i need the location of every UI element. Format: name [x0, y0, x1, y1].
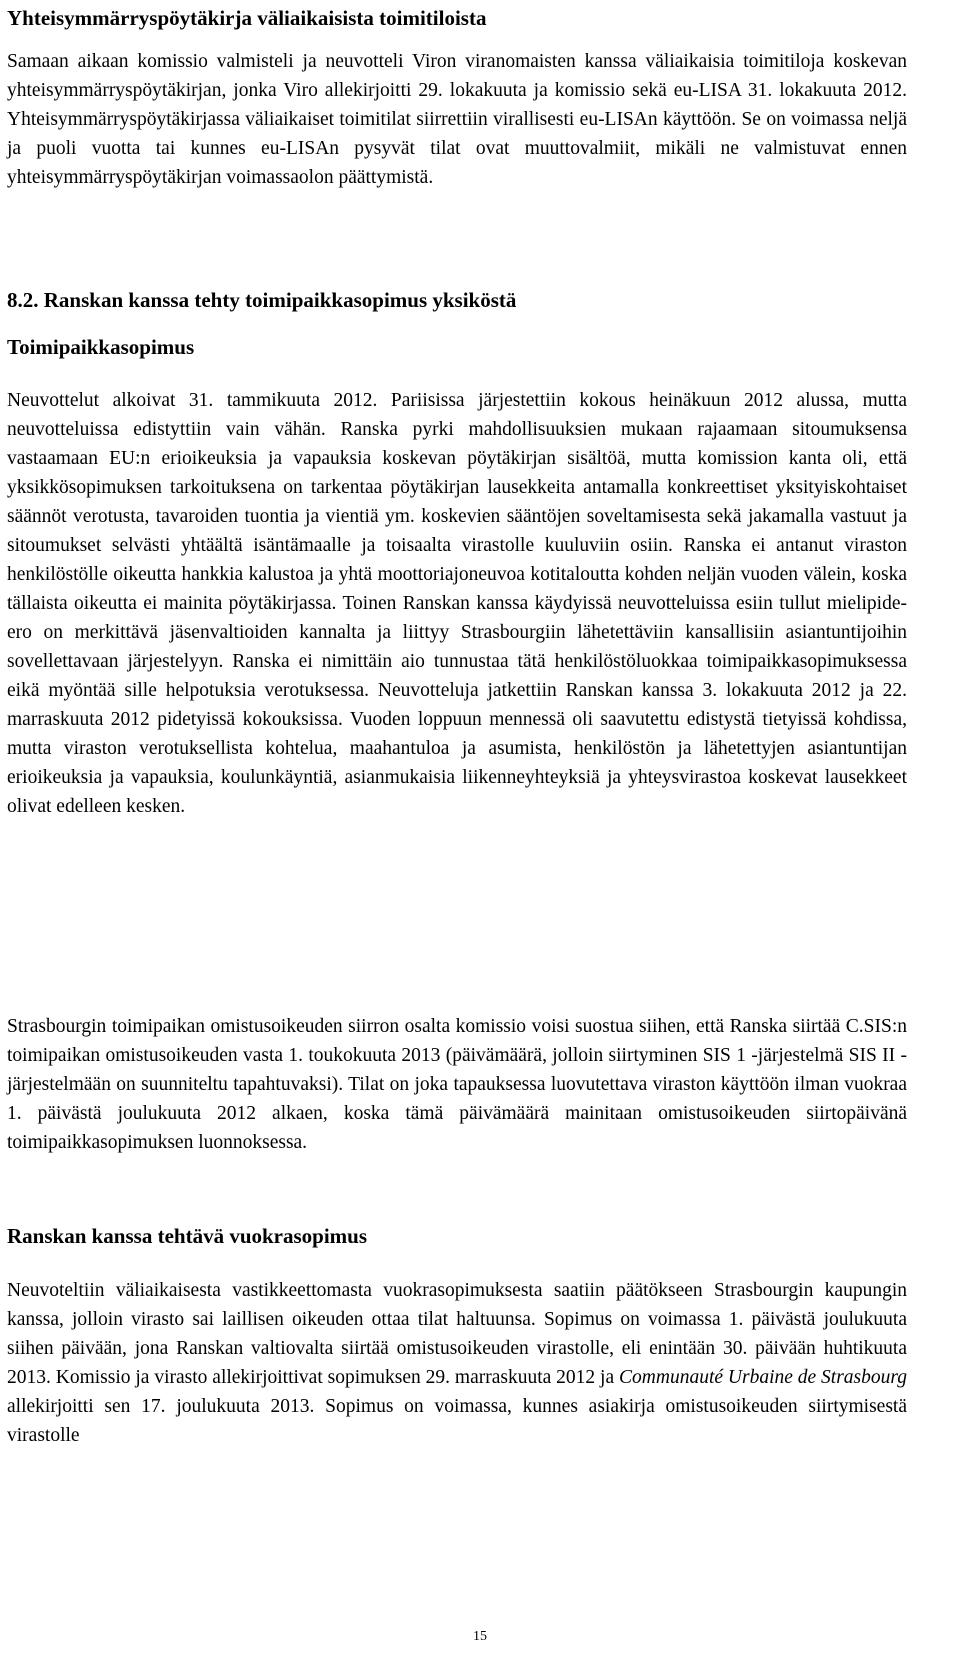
- lease-text-italic: Communauté Urbaine de Strasbourg: [619, 1367, 908, 1388]
- section-heading: 8.2. Ranskan kanssa tehty toimipaikkasopimus yksiköstä: [7, 288, 517, 312]
- lease-text-after: allekirjoitti sen 17. joulukuuta 2013. Sopimus on voimassa, kunnes asiakirja omistusoikeuden siirtymisestä virastolle: [7, 1396, 907, 1446]
- section-heading-block: [7, 286, 907, 314]
- memo-paragraph-block: [7, 47, 907, 192]
- lease-text-before: Neuvoteltiin väliaikaisesta vastikkeettomasta vuokrasopimuksesta saatiin päätökseen Strasbourgin kaupungin kanssa, jolloin virasto sai laillisen oikeuden ottaa tilat haltuunsa. Sopimus on voimassa 1. päivästä joulukuuta siihen päivään, jona Ranskan valtiovalta siirtää omistusoikeuden virastolle, eli enintään 30. päivään huhtikuuta 2013. Komissio ja virasto allekirjoittivat sopimuksen 29. marraskuuta 2012 ja: [7, 1280, 907, 1388]
- lease-paragraph: [7, 1276, 907, 1450]
- seat-agreement-paragraph: Neuvottelut alkoivat 31. tammikuuta 2012. Pariisissa järjestettiin kokous heinäkuun 2012 alussa, mutta neuvotteluissa edistyttiin vain vähän. Ranska pyrki mahdollisuuksien mukaan rajaamaan sitoumuksensa vastaamaan EU:n erioikeuksia ja vapauksia koskevan pöytäkirjan sisältöä, mutta komission kanta oli, että yksikkösopimuksen tarkoituksena on tarkentaa pöytäkirjan lausekkeita antamalla konkreettiset yksityiskohtaiset säännöt verotusta, tavaroiden tuontia ja vientiä ym. koskevien sääntöjen soveltamisesta sekä jakamalla vastuut ja sitoumukset selvästi yhtäältä isäntämaalle ja toisaalta virastolle kuuluviin osiin. Ranska ei antanut viraston henkilöstölle oikeutta hankkia kalustoa ja yhtä moottoriajoneuvoa kotitaloutta kohden neljän vuoden välein, koska tällaista oikeutta ei mainita pöytäkirjassa. Toinen Ranskan kanssa käydyissä neuvotteluissa esiin tullut mielipide-ero on merkittävä jäsenvaltioiden kannalta ja liittyy Strasbourgiin lähetettäviin kansallisiin asiantuntijoihin sovellettavaan järjestelyyn. Ranska ei nimittäin aio tunnustaa tätä henkilöstöluokkaa toimipaikkasopimuksessa eikä myöntää sille helpotuksia verotuksessa. Neuvotteluja jatkettiin Ranskan kanssa 3. lokakuuta 2012 ja 22. marraskuuta 2012 pidetyissä kokouksissa. Vuoden loppuun mennessä oli saavutettu edistystä tietyissä kohdissa, mutta viraston verotuksellista kohtelua, maahantuloa ja asumista, henkilöstön ja lähetettyjen asiantuntijan erioikeuksia ja vapauksia, koulunkäyntiä, asianmukaisia liikenneyhteyksiä ja yhteysvirastoa koskevat lausekkeet olivat edelleen kesken.: [7, 390, 907, 817]
- seat-heading-block: [7, 333, 907, 361]
- memo-paragraph: Samaan aikaan komissio valmisteli ja neuvotteli Viron viranomaisten kanssa väliaikaisia toimitiloja koskevan yhteisymmärryspöytäkirjan, jonka Viro allekirjoitti 29. lokakuuta ja komissio sekä eu-LISA 31. lokakuuta 2012. Yhteisymmärryspöytäkirjassa väliaikaiset toimitilat siirrettiin virallisesti eu-LISAn käyttöön. Se on voimassa neljä ja puoli vuotta tai kunnes eu-LISAn pysyvät tilat ovat muuttovalmiit, mikäli ne valmistuvat ennen yhteisymmärryspöytäkirjan voimassaolon päättymistä.: [7, 51, 907, 188]
- memo-heading: Yhteisymmärryspöytäkirja väliaikaisista toimitiloista: [7, 6, 487, 30]
- ownership-transfer-paragraph: Strasbourgin toimipaikan omistusoikeuden siirron osalta komissio voisi suostua siihen, että Ranska siirtää C.SIS:n toimipaikan omistusoikeuden vasta 1. toukokuuta 2013 (päivämäärä, jolloin siirtyminen SIS 1 -järjestelmä SIS II -järjestelmään on suunniteltu tapahtuvaksi). Tilat on joka tapauksessa luovutettava viraston käyttöön ilman vuokraa 1. päivästä joulukuuta 2012 alkaen, koska tämä päivämäärä mainitaan omistusoikeuden siirtopäivänä toimipaikkasopimuksen luonnoksessa.: [7, 1016, 907, 1153]
- page-number: 15: [473, 1629, 487, 1644]
- lease-heading-block: [7, 1222, 907, 1250]
- transfer-paragraph-block: [7, 1012, 907, 1157]
- lease-paragraph-block: [7, 1276, 907, 1450]
- seat-paragraph-block: [7, 386, 907, 821]
- seat-agreement-heading: Toimipaikkasopimus: [7, 335, 195, 359]
- lease-heading: Ranskan kanssa tehtävä vuokrasopimus: [7, 1224, 368, 1248]
- memo-heading-block: [7, 4, 907, 32]
